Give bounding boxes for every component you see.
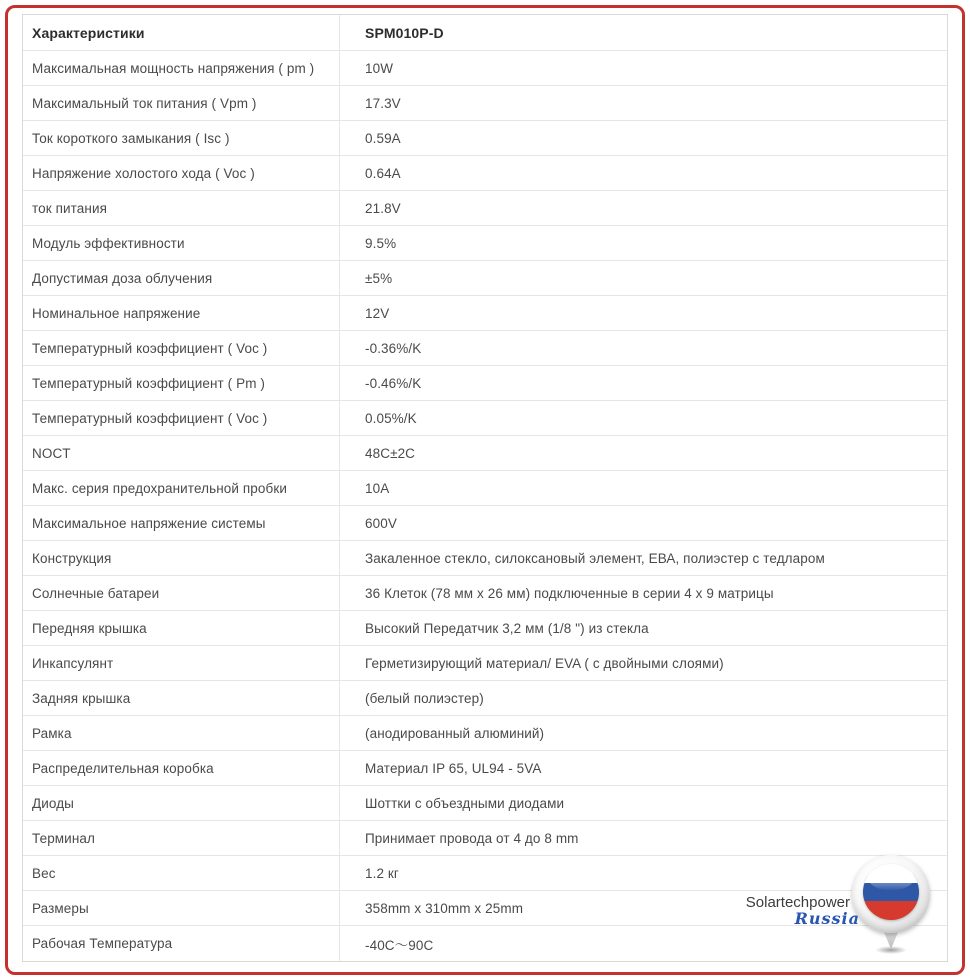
row-label: Задняя крышка	[23, 681, 340, 715]
row-label: Температурный коэффициент ( Pm )	[23, 366, 340, 400]
row-label: Терминал	[23, 821, 340, 855]
row-value: (белый полиэстер)	[365, 690, 484, 706]
row-value: Принимает провода от 4 до 8 mm	[365, 830, 579, 846]
table-row	[23, 331, 947, 366]
row-value: Закаленное стекло, силоксановый элемент, ЕВА, полиэстер с тедларом	[365, 550, 825, 566]
table-row	[23, 296, 947, 331]
row-value: -0.46%/K	[365, 375, 422, 391]
table-row	[23, 261, 947, 296]
row-value: 36 Клеток (78 мм x 26 мм) подключенные в серии 4 x 9 матрицы	[365, 585, 774, 601]
table-row	[23, 506, 947, 541]
row-label: Вес	[23, 856, 340, 890]
table-header-row	[23, 15, 947, 51]
row-label: Солнечные батареи	[23, 576, 340, 610]
table-row	[23, 541, 947, 576]
table-row	[23, 51, 947, 86]
row-value: -0.36%/K	[365, 340, 422, 356]
row-value: 17.3V	[365, 95, 401, 111]
table-row	[23, 366, 947, 401]
row-label: Максимальный ток питания ( Vpm )	[23, 86, 340, 120]
table-row	[23, 401, 947, 436]
table-row	[23, 821, 947, 856]
row-value: 0.59A	[365, 130, 401, 146]
row-value: -40C～90C	[365, 937, 434, 953]
row-label: Диоды	[23, 786, 340, 820]
russia-flag-icon	[863, 864, 919, 920]
table-row	[23, 86, 947, 121]
header-characteristics: Характеристики	[23, 15, 340, 50]
row-value: 9.5%	[365, 235, 397, 251]
table-row	[23, 576, 947, 611]
table-row	[23, 436, 947, 471]
row-value: Материал IP 65, UL94 - 5VA	[365, 760, 542, 776]
row-value: 0.64A	[365, 165, 401, 181]
row-value: 1.2 кг	[365, 865, 399, 881]
table-row	[23, 856, 947, 891]
row-value: Герметизирующий материал/ EVA ( с двойными слоями)	[365, 655, 724, 671]
table-row	[23, 226, 947, 261]
row-label: Максимальное напряжение системы	[23, 506, 340, 540]
table-row	[23, 751, 947, 786]
row-label: Модуль эффективности	[23, 226, 340, 260]
row-label: Рамка	[23, 716, 340, 750]
row-label: Рабочая Температура	[23, 926, 340, 961]
row-label: Размеры	[23, 891, 340, 925]
row-value: 0.05%/K	[365, 410, 417, 426]
row-value: Высокий Передатчик 3,2 мм (1/8 ") из стекла	[365, 620, 649, 636]
row-label: Распределительная коробка	[23, 751, 340, 785]
table-row	[23, 611, 947, 646]
row-label: Инкапсулянт	[23, 646, 340, 680]
row-value: 358mm x 310mm x 25mm	[365, 900, 524, 916]
table-row	[23, 191, 947, 226]
header-model: SPM010P-D	[365, 24, 444, 41]
table-row	[23, 471, 947, 506]
map-pin-russia-flag-icon	[852, 855, 930, 955]
row-value: ±5%	[365, 270, 393, 286]
table-row	[23, 786, 947, 821]
row-value: 21.8V	[365, 200, 401, 216]
spec-table-body	[23, 51, 947, 961]
row-label: Макс. серия предохранительной пробки	[23, 471, 340, 505]
row-label: Ток короткого замыкания ( Isc )	[23, 121, 340, 155]
table-row	[23, 926, 947, 961]
brand-name: Solartechpower	[745, 894, 850, 911]
row-label: NOCT	[23, 436, 340, 470]
row-label: Температурный коэффициент ( Voc )	[23, 331, 340, 365]
spec-table	[22, 14, 948, 962]
row-value: (анодированный алюминий)	[365, 725, 545, 741]
table-row	[23, 156, 947, 191]
table-row	[23, 646, 947, 681]
row-label: Максимальная мощность напряжения ( pm )	[23, 51, 340, 85]
table-row	[23, 716, 947, 751]
table-row	[23, 681, 947, 716]
row-label: Номинальное напряжение	[23, 296, 340, 330]
table-row	[23, 121, 947, 156]
row-value: 10W	[365, 60, 394, 76]
row-label: Конструкция	[23, 541, 340, 575]
flag-stripe	[863, 883, 919, 902]
brand-country: Russia	[794, 909, 860, 928]
row-label: Температурный коэффициент ( Voc )	[23, 401, 340, 435]
row-label: Напряжение холостого хода ( Voc )	[23, 156, 340, 190]
row-value: 10A	[365, 480, 390, 496]
row-value: Шоттки с объездными диодами	[365, 795, 565, 811]
row-value: 600V	[365, 515, 397, 531]
row-label: ток питания	[23, 191, 340, 225]
row-label: Допустимая доза облучения	[23, 261, 340, 295]
row-value: 12V	[365, 305, 390, 321]
row-label: Передняя крышка	[23, 611, 340, 645]
row-value: 48C±2C	[365, 445, 416, 461]
